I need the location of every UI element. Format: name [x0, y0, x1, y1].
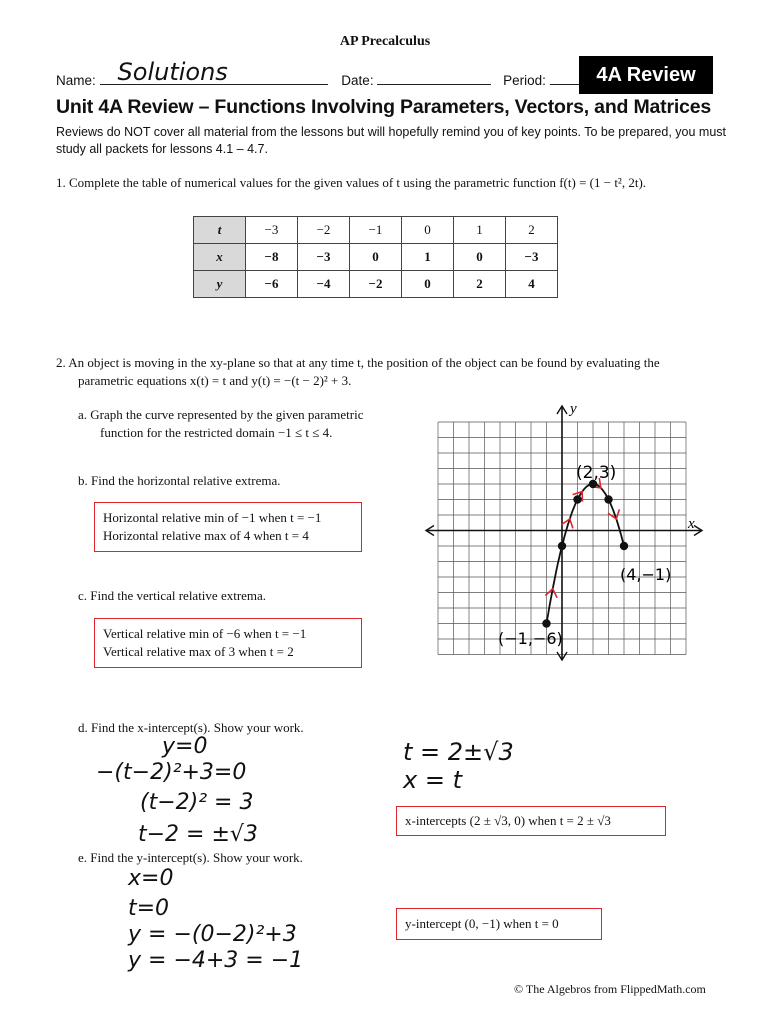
table-cell: 2 — [454, 271, 506, 298]
table-cell: −3 — [246, 217, 298, 244]
review-badge: 4A Review — [579, 56, 713, 94]
footer-credit: © The Algebros from FlippedMath.com — [514, 982, 706, 996]
q2a-line1: a. Graph the curve represented by the given parametric — [78, 407, 364, 422]
q2e-work — [128, 866, 303, 974]
table-cell: 0 — [402, 217, 454, 244]
q2a-line2: function for the restricted domain −1 ≤ t ≤ 4. — [100, 425, 333, 440]
table-cell: −3 — [506, 244, 558, 271]
parametric-curve — [547, 484, 625, 624]
work-line: −(t−2)²+3=0 — [96, 760, 247, 785]
point-label-vertex: (2,3) — [576, 463, 617, 483]
name-date-period-row — [56, 58, 590, 88]
x-axis-label: x — [688, 516, 695, 532]
date-line — [377, 72, 491, 85]
table-cell: 0 — [454, 244, 506, 271]
name-value: Solutions — [117, 58, 228, 86]
table-cell: −4 — [298, 271, 350, 298]
work-line: t = 2±√3 — [403, 738, 514, 766]
table-cell: 1 — [402, 244, 454, 271]
q2e-answer-box: y-intercept (0, −1) when t = 0 — [396, 908, 602, 940]
graph-point — [573, 495, 581, 503]
intro-text: Reviews do NOT cover all material from the lessons but will hopefully remind you of key points. To be prepared, you must study all packets for lessons 4.1 – 4.7. — [56, 125, 726, 156]
table-cell: −2 — [298, 217, 350, 244]
q2-prompt-line2: parametric equations x(t) = t and y(t) = −(t − 2)² + 3. — [78, 373, 352, 388]
period-label: Period: — [503, 73, 546, 88]
table-row-y — [194, 271, 558, 298]
y-axis-label: y — [570, 401, 577, 417]
work-line: x=0 — [128, 866, 174, 891]
q1-values-table — [193, 216, 558, 298]
q2e-prompt: e. Find the y-intercept(s). Show your work. — [78, 850, 303, 865]
table-cell: −2 — [350, 271, 402, 298]
row-header: t — [194, 217, 246, 244]
parametric-graph — [420, 398, 710, 664]
table-cell: 2 — [506, 217, 558, 244]
work-line: (t−2)² = 3 — [140, 790, 254, 815]
q2b-answer-box — [94, 502, 362, 552]
work-line: y = −(0−2)²+3 — [128, 922, 297, 947]
work-line: y = −4+3 = −1 — [128, 948, 304, 973]
graph-axes — [426, 406, 702, 660]
date-label: Date: — [341, 73, 374, 88]
q2c-answer-box — [94, 618, 362, 668]
graph-point — [604, 495, 612, 503]
q1-prompt: 1. Complete the table of numerical values for the given values of t using the parametric function f(t) = (1 − t², 2t). — [56, 175, 647, 190]
name-line — [100, 58, 328, 86]
q2-prompt-line1: 2. An object is moving in the xy-plane so that at any time t, the position of the object can be found by evaluating the — [56, 355, 660, 370]
course-title: AP Precalculus — [339, 34, 431, 49]
table-row-t — [194, 217, 558, 244]
work-line: x = t — [403, 766, 462, 794]
table-cell: 4 — [506, 271, 558, 298]
table-cell: 0 — [402, 271, 454, 298]
work-line: t−2 = ±√3 — [138, 822, 258, 847]
q2c-answer-max: Vertical relative max of 3 when t = 2 — [103, 644, 294, 659]
table-cell: −8 — [246, 244, 298, 271]
row-header: y — [194, 271, 246, 298]
q2d-answer-box: x-intercepts (2 ± √3, 0) when t = 2 ± √3 — [396, 806, 666, 836]
page-title: Unit 4A Review – Functions Involving Parameters, Vectors, and Matrices — [56, 96, 711, 118]
graph-points — [542, 480, 628, 628]
table-cell: 0 — [350, 244, 402, 271]
graph-point — [542, 619, 550, 627]
q2d-prompt: d. Find the x-intercept(s). Show your work. — [78, 720, 304, 735]
q2c-answer-min: Vertical relative min of −6 when t = −1 — [103, 626, 307, 641]
work-line: y=0 — [162, 734, 208, 759]
work-line: t=0 — [128, 896, 170, 921]
table-cell: 1 — [454, 217, 506, 244]
row-header: x — [194, 244, 246, 271]
graph-point — [620, 542, 628, 550]
q2b-answer-max: Horizontal relative max of 4 when t = 4 — [103, 528, 309, 543]
table-cell: −6 — [246, 271, 298, 298]
q2b-prompt: b. Find the horizontal relative extrema. — [78, 473, 281, 488]
q2c-prompt: c. Find the vertical relative extrema. — [78, 588, 267, 603]
table-cell: −1 — [350, 217, 402, 244]
graph-point — [558, 542, 566, 550]
point-label-end: (4,−1) — [620, 565, 672, 584]
table-row-x — [194, 244, 558, 271]
q2b-answer-min: Horizontal relative min of −1 when t = −1 — [103, 510, 322, 525]
name-label: Name: — [56, 73, 96, 88]
q2d-work — [96, 734, 258, 848]
q2d-work-right — [403, 738, 514, 794]
point-label-start: (−1,−6) — [498, 629, 563, 648]
table-cell: −3 — [298, 244, 350, 271]
